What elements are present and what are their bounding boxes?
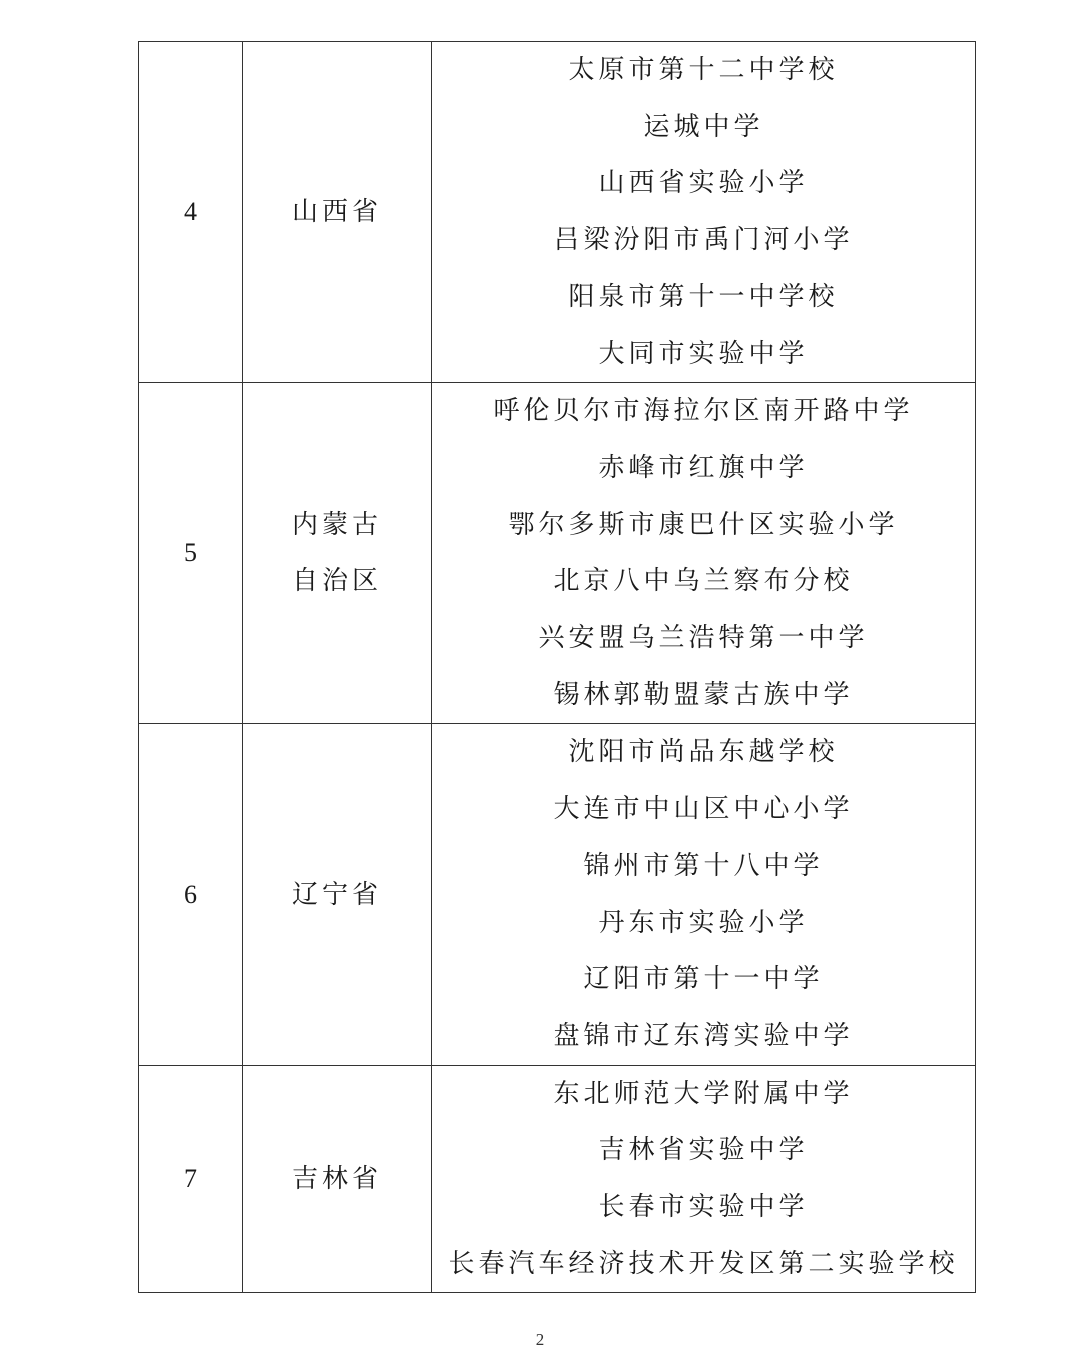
school-name: 盘锦市辽东湾实验中学	[553, 1020, 854, 1051]
school-name: 锡林郭勒盟蒙古族中学	[553, 679, 854, 710]
province-name: 内蒙古	[291, 510, 382, 541]
row-number: 7	[139, 1065, 243, 1293]
schools-cell	[432, 1065, 976, 1293]
school-name: 山西省实验小学	[598, 168, 809, 199]
school-name: 赤峰市红旗中学	[598, 452, 809, 483]
school-name: 吉林省实验中学	[598, 1135, 809, 1166]
row-number: 5	[139, 383, 243, 724]
province-name: 山西省	[291, 197, 382, 228]
table-row	[139, 724, 976, 1065]
school-name: 吕梁汾阳市禹门河小学	[553, 225, 854, 256]
school-name: 长春市实验中学	[598, 1192, 809, 1223]
schools-cell	[432, 42, 976, 383]
school-name: 沈阳市尚品东越学校	[568, 737, 839, 768]
school-name: 辽阳市第十一中学	[583, 964, 824, 995]
school-name: 北京八中乌兰察布分校	[553, 566, 854, 597]
province-cell	[243, 42, 432, 383]
province-name: 自治区	[291, 566, 382, 597]
table-row	[139, 383, 976, 724]
school-list-table	[138, 41, 976, 1293]
row-number: 4	[139, 42, 243, 383]
table-row	[139, 1065, 976, 1293]
school-name: 丹东市实验小学	[598, 907, 809, 938]
province-cell	[243, 1065, 432, 1293]
school-name: 大同市实验中学	[598, 338, 809, 369]
school-name: 太原市第十二中学校	[568, 55, 839, 85]
school-name: 锦州市第十八中学	[583, 850, 824, 881]
school-name: 运城中学	[643, 111, 764, 142]
province-cell	[243, 724, 432, 1065]
school-name: 长春汽车经济技术开发区第二实验学校	[448, 1248, 959, 1279]
school-name: 呼伦贝尔市海拉尔区南开路中学	[493, 396, 914, 427]
page-number: 2	[535, 1330, 545, 1349]
province-name: 辽宁省	[291, 879, 382, 910]
table-row	[139, 42, 976, 383]
schools-cell	[432, 383, 976, 724]
province-cell	[243, 383, 432, 724]
school-name: 大连市中山区中心小学	[553, 794, 854, 825]
row-number: 6	[139, 724, 243, 1065]
school-name: 东北师范大学附属中学	[553, 1078, 854, 1109]
province-name: 吉林省	[291, 1164, 382, 1195]
school-name: 兴安盟乌兰浩特第一中学	[538, 623, 869, 654]
school-name: 阳泉市第十一中学校	[568, 281, 839, 312]
school-name: 鄂尔多斯市康巴什区实验小学	[508, 509, 899, 540]
schools-cell	[432, 724, 976, 1065]
